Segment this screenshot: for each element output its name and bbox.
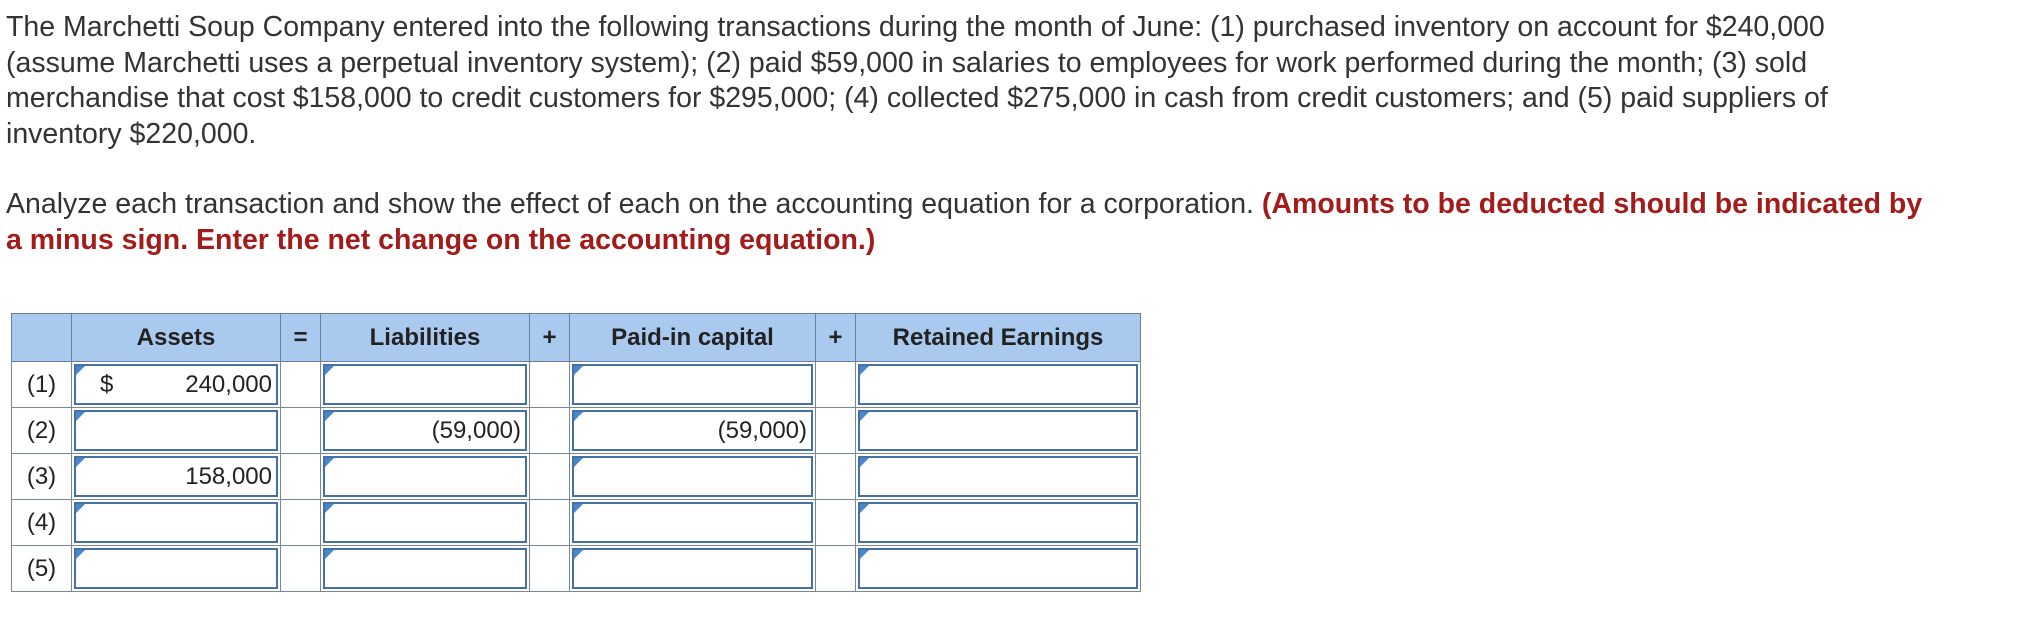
liabilities-cell — [321, 408, 530, 454]
table-row — [12, 454, 1141, 500]
field-marker-icon — [574, 504, 583, 513]
liabilities-cell — [321, 454, 530, 500]
row-label: (2) — [12, 408, 72, 454]
retained-earnings-cell — [856, 362, 1141, 408]
row-label: (1) — [12, 362, 72, 408]
equals-spacer — [281, 454, 321, 500]
field-marker-icon — [76, 550, 85, 559]
plus-spacer — [816, 500, 856, 546]
paid-in-capital-value: (59,000) — [717, 416, 807, 444]
plus-spacer — [530, 500, 570, 546]
retained-earnings-input[interactable] — [858, 364, 1138, 405]
instructions-text — [6, 187, 1936, 258]
assets-cell — [72, 454, 281, 500]
instructions-plain: Analyze each transaction and show the effect of each on the accounting equation for a corporation. — [6, 188, 1254, 220]
retained-earnings-input[interactable] — [858, 410, 1138, 451]
field-marker-icon — [325, 504, 334, 513]
equals-spacer — [281, 500, 321, 546]
plus-spacer — [530, 362, 570, 408]
liabilities-input[interactable] — [323, 548, 527, 589]
header-corner — [12, 314, 72, 362]
plus-spacer — [816, 546, 856, 592]
plus-spacer — [530, 408, 570, 454]
plus-spacer — [816, 362, 856, 408]
liabilities-input[interactable] — [323, 410, 527, 451]
row-label: (4) — [12, 500, 72, 546]
field-marker-icon — [76, 412, 85, 421]
currency-symbol: $ — [100, 370, 114, 398]
assets-value: 240,000 — [185, 370, 272, 398]
assets-input[interactable] — [74, 364, 278, 405]
header-equals: = — [281, 314, 321, 362]
field-marker-icon — [325, 458, 334, 467]
field-marker-icon — [860, 458, 869, 467]
table-row — [12, 408, 1141, 454]
liabilities-value: (59,000) — [431, 416, 521, 444]
paid-in-capital-input[interactable] — [572, 502, 813, 543]
paid-in-capital-input[interactable] — [572, 456, 813, 497]
field-marker-icon — [76, 366, 85, 375]
liabilities-cell — [321, 362, 530, 408]
paid-in-capital-cell — [570, 500, 816, 546]
field-marker-icon — [574, 366, 583, 375]
assets-cell — [72, 408, 281, 454]
field-marker-icon — [574, 412, 583, 421]
plus-spacer — [816, 408, 856, 454]
field-marker-icon — [860, 550, 869, 559]
assets-cell — [72, 362, 281, 408]
retained-earnings-input[interactable] — [858, 456, 1138, 497]
assets-value: 158,000 — [185, 462, 272, 490]
retained-earnings-cell — [856, 546, 1141, 592]
liabilities-input[interactable] — [323, 364, 527, 405]
paid-in-capital-cell — [570, 408, 816, 454]
paid-in-capital-input[interactable] — [572, 410, 813, 451]
header-retained-earnings: Retained Earnings — [856, 314, 1141, 362]
instructions-emphasis: (Amounts to be deducted should be indicated by a minus sign. Enter the net change on the accounting equation.) — [6, 188, 1923, 256]
assets-input[interactable] — [74, 456, 278, 497]
field-marker-icon — [574, 458, 583, 467]
retained-earnings-input[interactable] — [858, 548, 1138, 589]
assets-input[interactable] — [74, 410, 278, 451]
problem-text: The Marchetti Soup Company entered into the following transactions during the month of June: (1) purchased inventory on account for $240,000 (assume Marchetti uses a perpetual inventory system); (2) paid $59,000 in salaries to employees for work performed during the month; (3) sold merchandise that cost $158,000 to credit customers for $295,000; (4) collected $275,000 in cash from credit customers; and (5) paid suppliers of inventory $220,000. — [6, 11, 1828, 150]
header-paid-in-capital: Paid-in capital — [570, 314, 816, 362]
equals-spacer — [281, 362, 321, 408]
retained-earnings-input[interactable] — [858, 502, 1138, 543]
retained-earnings-cell — [856, 500, 1141, 546]
liabilities-input[interactable] — [323, 502, 527, 543]
field-marker-icon — [76, 458, 85, 467]
liabilities-input[interactable] — [323, 456, 527, 497]
assets-input[interactable] — [74, 548, 278, 589]
equals-spacer — [281, 546, 321, 592]
field-marker-icon — [574, 550, 583, 559]
assets-cell — [72, 500, 281, 546]
liabilities-cell — [321, 546, 530, 592]
accounting-equation-table — [11, 313, 1141, 592]
table-header-row — [12, 314, 1141, 362]
paid-in-capital-cell — [570, 454, 816, 500]
table-row — [12, 546, 1141, 592]
equals-spacer — [281, 408, 321, 454]
table-row — [12, 500, 1141, 546]
plus-spacer — [530, 546, 570, 592]
assets-cell — [72, 546, 281, 592]
header-liabilities: Liabilities — [321, 314, 530, 362]
field-marker-icon — [325, 366, 334, 375]
row-label: (5) — [12, 546, 72, 592]
field-marker-icon — [76, 504, 85, 513]
assets-input[interactable] — [74, 502, 278, 543]
paid-in-capital-cell — [570, 546, 816, 592]
field-marker-icon — [860, 412, 869, 421]
retained-earnings-cell — [856, 454, 1141, 500]
table-row — [12, 362, 1141, 408]
field-marker-icon — [860, 366, 869, 375]
liabilities-cell — [321, 500, 530, 546]
header-assets: Assets — [72, 314, 281, 362]
paid-in-capital-cell — [570, 362, 816, 408]
header-plus-1: + — [530, 314, 570, 362]
field-marker-icon — [325, 412, 334, 421]
paid-in-capital-input[interactable] — [572, 364, 813, 405]
header-plus-2: + — [816, 314, 856, 362]
field-marker-icon — [325, 550, 334, 559]
plus-spacer — [816, 454, 856, 500]
paid-in-capital-input[interactable] — [572, 548, 813, 589]
retained-earnings-cell — [856, 408, 1141, 454]
plus-spacer — [530, 454, 570, 500]
field-marker-icon — [860, 504, 869, 513]
row-label: (3) — [12, 454, 72, 500]
